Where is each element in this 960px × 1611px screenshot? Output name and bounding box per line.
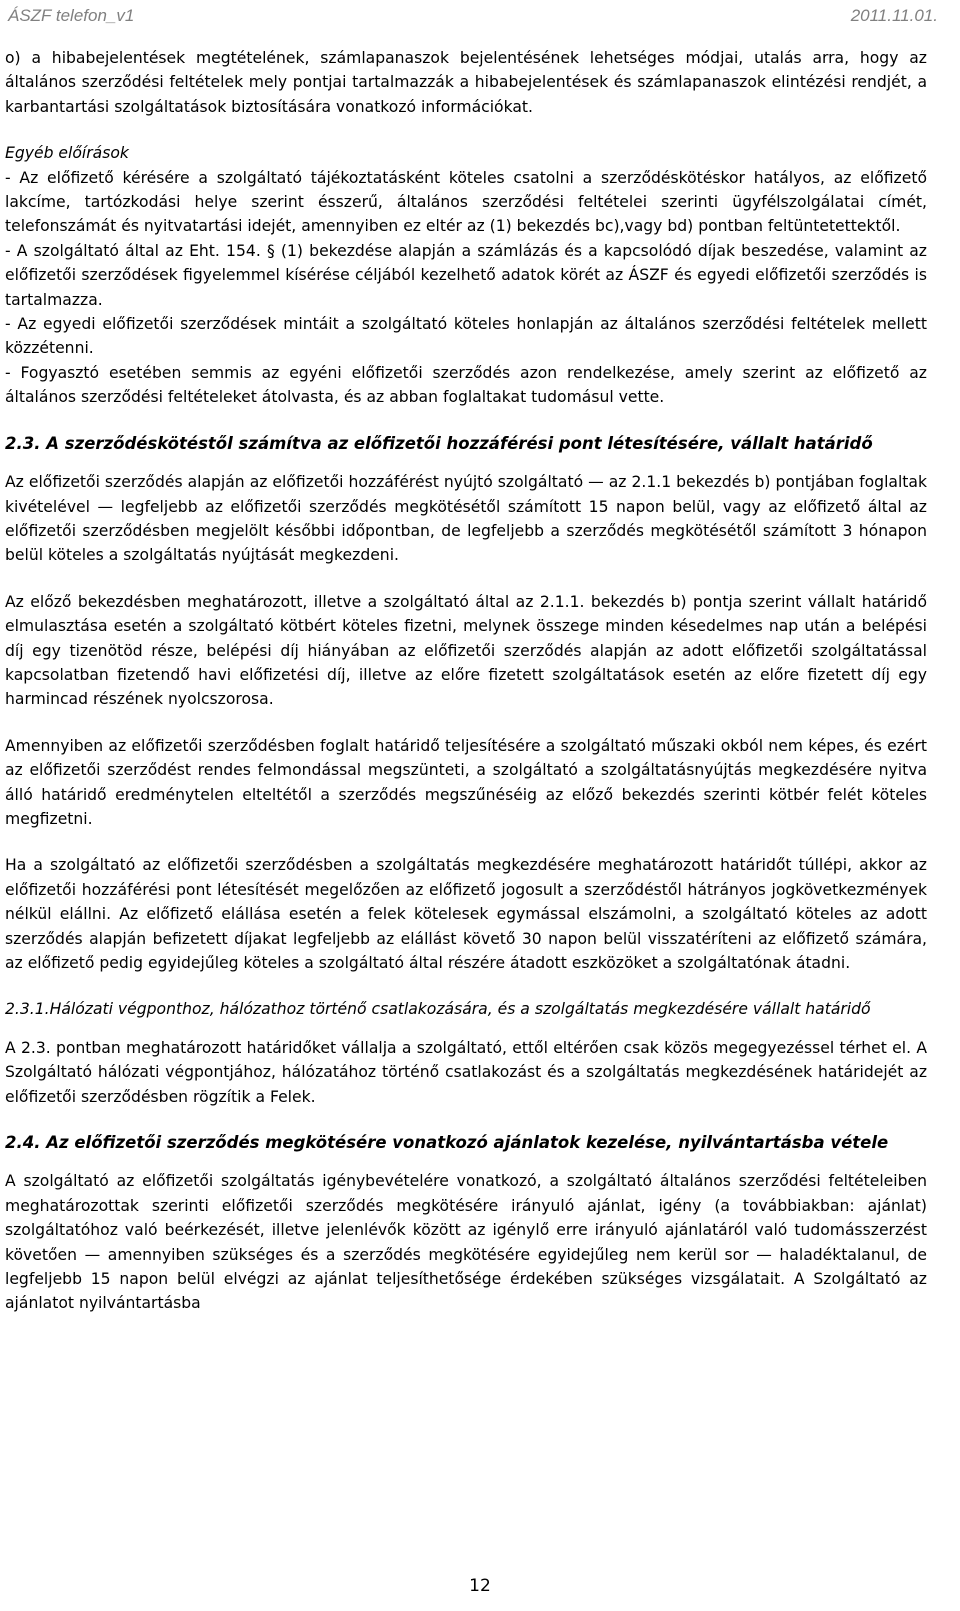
other-rule-3: - Az egyedi előfizetői szerződések mintáit a szolgáltató köteles honlapján az általános szerződési feltételek mellett közzétenni.	[5, 315, 927, 358]
other-rule-4: - Fogyasztó esetében semmis az egyéni előfizetői szerződés azon rendelkezése, amely szerint az előfizető az általános szerződési feltételeket átolvasta, és az abban foglaltakat tudomásul vette.	[5, 363, 927, 407]
page-number: 12	[469, 1576, 491, 1596]
section-2-3-title: A szerződéskötéstől számítva az előfizetői hozzáférési pont létesítésére, vállalt határidő	[46, 433, 873, 453]
section-2-3-para-3: Amennyiben az előfizetői szerződésben foglalt határidő teljesítésére a szolgáltató műszaki okból nem képes, és ezért az előfizetői szerződést rendes felmondással megszünteti, a szolgáltató a szolgáltatásnyújtás megkezdésére nyitva álló határidő eredménytelen elteltétől a szerződés megszűnéséig az előző bekezdés szerinti kötbér felét köteles megfizetni.	[5, 736, 927, 828]
other-rule-2: - A szolgáltató által az Eht. 154. § (1) bekezdése alapján a számlázás és a kapcsolódó díjak beszedése, valamint az előfizetői szerződések figyelemmel kísérése céljából kezelhető adatok körét az ÁSZF és egyedi előfizetői szerződés is tartalmazza.	[5, 241, 927, 309]
paragraph-o: o) a hibabejelentések megtételének, számlapanaszok bejelentésének lehetséges módjai, utalás arra, hogy az általános szerződési feltételek mely pontjai tartalmazzák a hibabejelentések és számlapanaszok elintézési rendjét, a karbantartási szolgáltatások biztosítására vonatkozó információkat.	[5, 49, 927, 116]
section-2-3-number: 2.3.	[5, 433, 41, 453]
other-rule-1: - Az előfizető kérésére a szolgáltató tájékoztatásként köteles csatolni a szerződéskötéskor hatályos, az előfizető lakcíme, tartózkodási helye szerint ésszerű, általános szerződési feltételei szerinti ügyfélszolgálatai címét, telefonszámát és nyitvatartási idejét, amennyiben ez eltér az (1) bekezdés bc),vagy bd) pontban feltüntetettektől.	[5, 168, 927, 236]
other-rules-heading: Egyéb előírások	[5, 144, 129, 163]
section-2-3-para-1: Az előfizetői szerződés alapján az előfizetői hozzáférést nyújtó szolgáltató — az 2.1.1 bekezdés b) pontjában foglaltak kivételével — legfeljebb az előfizetői szerződés megkötésétől számított 15 napon belül, vagy az előfizető által az előfizetői szerződésben megjelölt későbbi időpontban, de legfeljebb a szerződés megkötésétől számított 3 hónapon belül köteles a szolgáltatás nyújtását megkezdeni.	[5, 473, 927, 565]
section-2-4-heading	[5, 1131, 927, 1155]
document-title: ÁSZF telefon_v1	[8, 6, 135, 25]
section-2-3-para-2: Az előző bekezdésben meghatározott, illetve a szolgáltató által az 2.1.1. bekezdés b) pontja szerint vállalt határidő elmulasztása esetén a szolgáltató kötbért köteles fizetni, melynek összege minden késedelmes nap után a belépési díj egy tizenötöd része, belépési díj hiányában az előfizetői szerződés alapján az adott előfizetői szolgáltatással kapcsolatban fizetendő havi előfizetési díj, illetve az előre fizetett szolgáltatások esetén az előre fizetett díj egy harmincad részének nyolcszorosa.	[5, 592, 927, 709]
section-2-4-para-1: A szolgáltató az előfizetői szolgáltatás igénybevételére vonatkozó, a szolgáltató általános szerződési feltételeiben meghatározottak szerinti előfizetői szerződés megkötésére irányuló ajánlat, igény (a továbbiakban: ajánlat) szolgáltatóhoz való beérkezését, illetve jelenlévők között az igénylő erre irányuló ajánlatáról való tudomásszerzést követően — amennyiben szükséges és a szerződés megkötésére egyidejűleg nem kerül sor — haladéktalanul, de legfeljebb 15 napon belül elvégzi az ajánlat teljesíthetősége érdekében szükséges vizsgálatait. A Szolgáltató az ajánlatot nyilvántartásba	[5, 1172, 927, 1313]
section-2-3-1-heading: 2.3.1.Hálózati végponthoz, hálózathoz történő csatlakozására, és a szolgáltatás megkezdésére vállalt határidő	[5, 1000, 871, 1019]
section-2-4-number: 2.4.	[5, 1133, 41, 1153]
page-header	[4, 6, 938, 26]
section-2-4-title: Az előfizetői szerződés megkötésére vonatkozó ajánlatok kezelése, nyilvántartásba vétele	[46, 1133, 889, 1153]
section-2-3-1-para-1: A 2.3. pontban meghatározott határidőket vállalja a szolgáltató, ettől eltérően csak közös megegyezéssel térhet el. A Szolgáltató hálózati végpontjához, hálózatához történő csatlakozást és a szolgáltatás megkezdésének határidejét az előfizetői szerződésben rögzítik a Felek.	[5, 1038, 927, 1106]
section-2-3-heading	[5, 432, 927, 456]
page-body	[5, 46, 927, 1316]
document-date: 2011.11.01.	[850, 6, 938, 25]
section-2-3-para-4: Ha a szolgáltató az előfizetői szerződésben a szolgáltatás megkezdésére meghatározott határidőt túllépi, akkor az előfizetői hozzáférési pont létesítését megelőzően az előfizető jogosult a szerződéstől hátrányos jogkövetkezmények nélkül elállni. Az előfizető elállása esetén a felek kötelesek egymással elszámolni, a szolgáltató köteles az adott szerződés alapján befizetett díjakat legfeljebb az elállást követő 30 napon belül visszatéríteni az előfizető számára, az előfizető pedig egyidejűleg köteles a szolgáltató által részére átadott eszközöket a szolgáltatónak átadni.	[5, 856, 927, 972]
